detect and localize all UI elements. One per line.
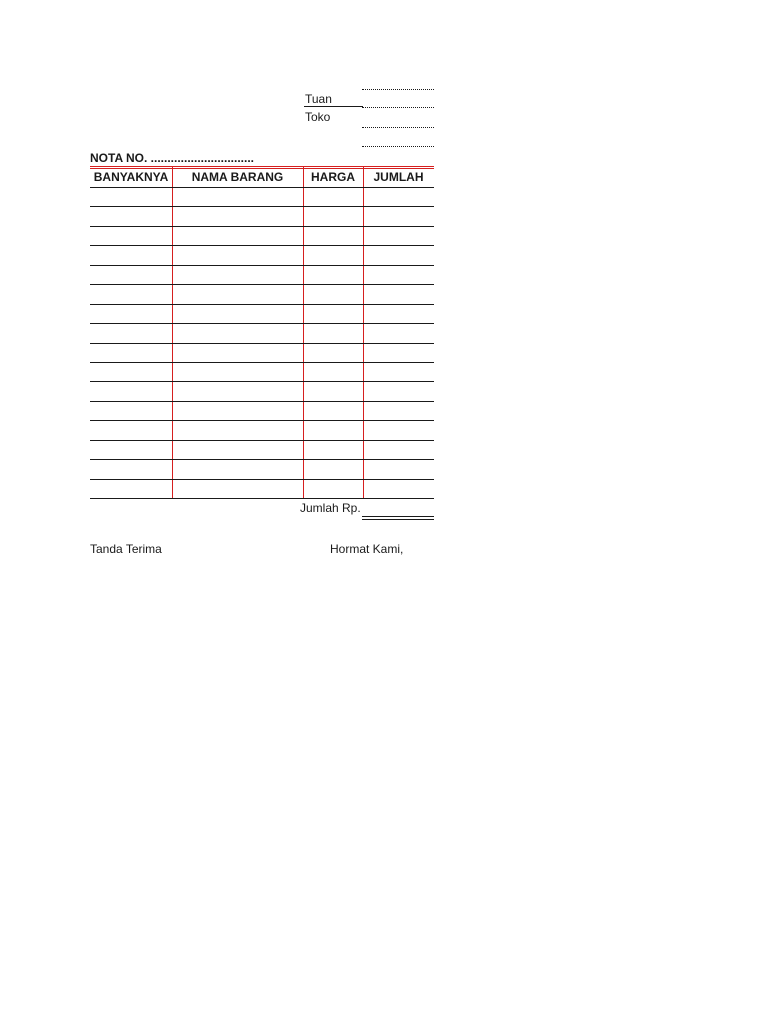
tanda-terima-label: Tanda Terima <box>90 542 162 556</box>
dotted-line-1 <box>362 89 434 90</box>
column-divider-2 <box>303 167 304 498</box>
table-row-line <box>90 479 434 480</box>
table-row-line <box>90 245 434 246</box>
table-row-line <box>90 498 434 499</box>
column-header-jumlah: JUMLAH <box>373 170 424 184</box>
column-header-banyaknya: BANYAKNYA <box>93 170 169 184</box>
column-divider-1 <box>172 167 173 498</box>
table-row-line <box>90 226 434 227</box>
table-row-line <box>90 343 434 344</box>
table-row-line <box>90 381 434 382</box>
table-row-line <box>90 323 434 324</box>
table-row-line <box>90 420 434 421</box>
column-header-harga: HARGA <box>311 170 355 184</box>
tuan-underline <box>304 106 363 107</box>
table-row-line <box>90 362 434 363</box>
table-row-line <box>90 401 434 402</box>
table-row-line <box>90 284 434 285</box>
table-row-line <box>90 440 434 441</box>
table-row-line <box>90 187 434 188</box>
table-row-line <box>90 459 434 460</box>
total-underline-1 <box>362 516 434 517</box>
total-underline-2 <box>362 519 434 520</box>
table-top-red-line-2 <box>90 168 434 169</box>
total-label: Jumlah Rp. <box>300 501 361 515</box>
nota-number: NOTA NO. ............................... <box>90 151 255 165</box>
tuan-label: Tuan <box>305 92 332 106</box>
dotted-line-2 <box>362 107 434 108</box>
column-divider-3 <box>363 167 364 498</box>
table-row-line <box>90 304 434 305</box>
table-row-line <box>90 206 434 207</box>
dotted-line-4 <box>362 146 434 147</box>
dotted-line-3 <box>362 127 434 128</box>
table-top-red-line-1 <box>90 166 434 167</box>
hormat-kami-label: Hormat Kami, <box>330 542 404 556</box>
column-header-nama-barang: NAMA BARANG <box>191 170 284 184</box>
toko-label: Toko <box>305 110 331 124</box>
table-row-line <box>90 265 434 266</box>
